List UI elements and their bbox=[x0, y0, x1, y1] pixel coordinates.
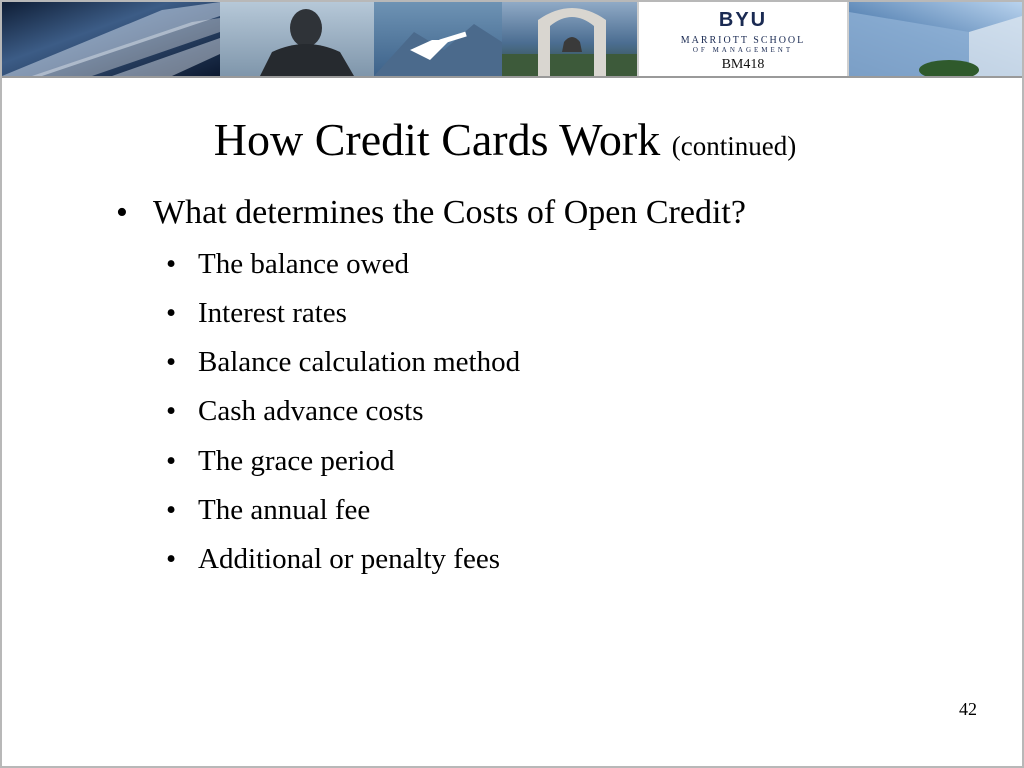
header-banner bbox=[2, 2, 1022, 78]
sub-bullet bbox=[166, 541, 500, 577]
bullet-marker: • bbox=[166, 297, 177, 329]
banner-photo-architecture bbox=[2, 2, 220, 76]
page-number: 42 bbox=[959, 699, 977, 719]
course-code: BM418 bbox=[721, 57, 765, 72]
bullet-marker: • bbox=[166, 445, 177, 477]
banner-photo-statue bbox=[220, 2, 374, 76]
sub-bullet bbox=[166, 443, 394, 479]
bullet-marker: • bbox=[166, 346, 177, 378]
logo-school-sub-text: OF MANAGEMENT bbox=[692, 46, 794, 54]
sub-bullet bbox=[166, 246, 409, 282]
sub-bullet-text: Balance calculation method bbox=[198, 346, 521, 378]
bullet-marker: • bbox=[166, 395, 177, 427]
sub-bullet-text: Interest rates bbox=[198, 297, 347, 329]
banner-photo-bell-tower bbox=[502, 2, 637, 76]
byu-marriott-logo bbox=[637, 2, 849, 76]
sub-bullet-text: Additional or penalty fees bbox=[198, 543, 500, 575]
bullet-marker: • bbox=[166, 494, 177, 526]
sub-bullet bbox=[166, 295, 347, 331]
sub-bullet-text: The balance owed bbox=[198, 248, 409, 280]
main-bullet-text: What determines the Costs of Open Credit? bbox=[153, 194, 746, 231]
banner-photo-building bbox=[849, 2, 1022, 76]
slide-title bbox=[2, 112, 1008, 174]
bullet-marker: • bbox=[116, 194, 128, 231]
logo-school-text: MARRIOTT SCHOOL bbox=[680, 35, 806, 46]
bullet-marker: • bbox=[166, 248, 177, 280]
logo-byu-text: BYU bbox=[718, 9, 768, 31]
bullet-marker: • bbox=[166, 543, 177, 575]
slide-title-suffix: (continued) bbox=[671, 131, 797, 161]
sub-bullet bbox=[166, 344, 520, 380]
slide-title-main: How Credit Cards Work bbox=[213, 114, 661, 165]
sub-bullet-text: Cash advance costs bbox=[198, 395, 424, 427]
sub-bullet bbox=[166, 393, 424, 429]
sub-bullet bbox=[166, 492, 370, 528]
sub-bullet-text: The grace period bbox=[198, 445, 395, 477]
sub-bullet-text: The annual fee bbox=[198, 494, 371, 526]
main-bullet bbox=[116, 192, 746, 234]
banner-photo-mountain-y bbox=[374, 2, 502, 76]
